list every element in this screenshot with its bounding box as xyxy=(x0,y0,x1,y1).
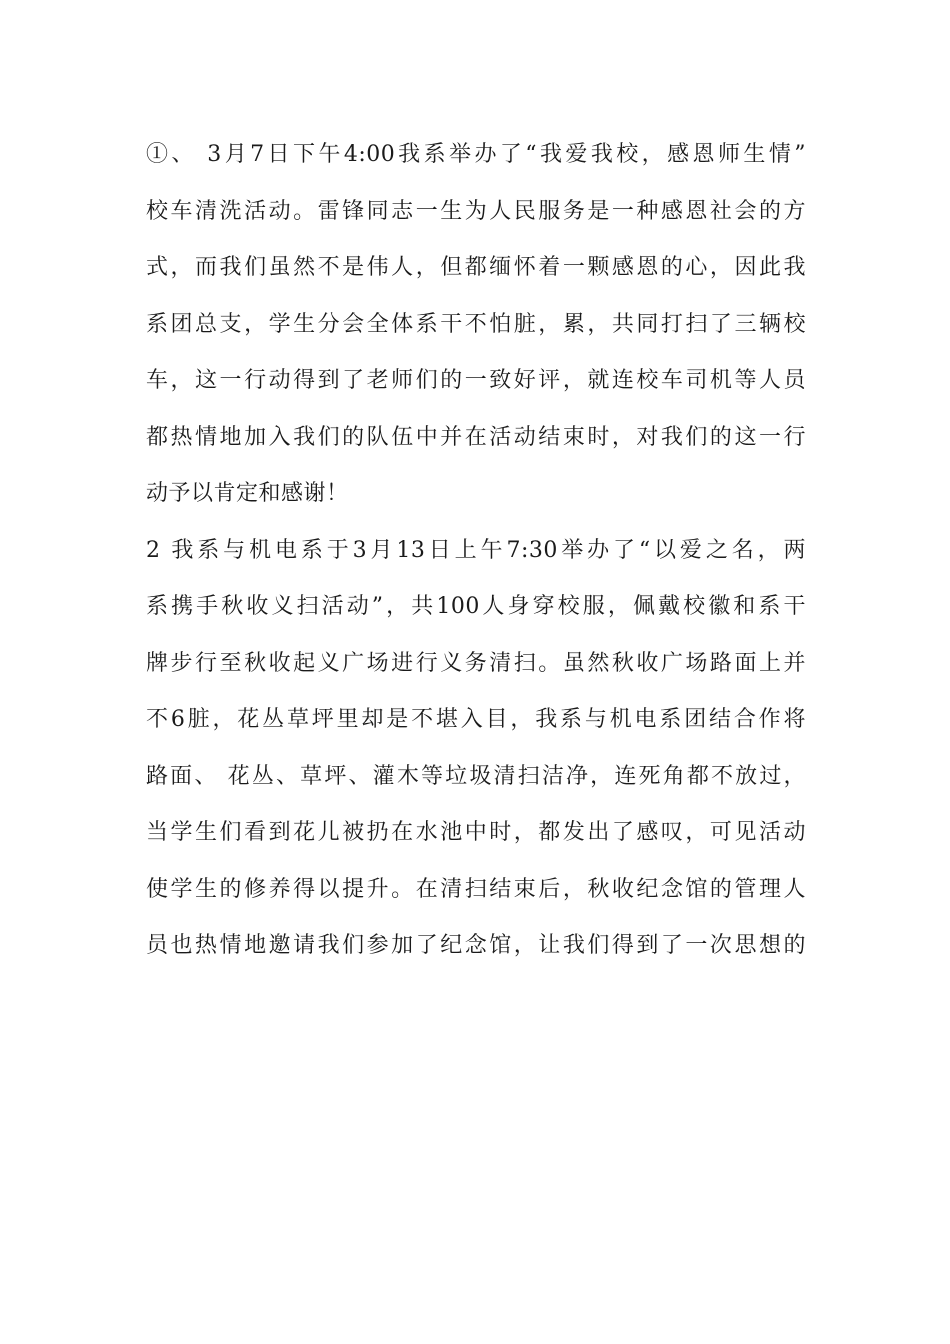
text-line: 使学生的修养得以提升。在清扫结束后，秋收纪念馆的管理人 xyxy=(146,876,806,902)
text-line: 2 我系与机电系于3月13日上午7:30举办了“以爱之名，两 xyxy=(146,537,806,563)
text-line: 都热情地加入我们的队伍中并在活动结束时，对我们的这一行 xyxy=(146,424,806,450)
document-body xyxy=(146,127,806,975)
text-line: 员也热情地邀请我们参加了纪念馆，让我们得到了一次思想的 xyxy=(146,933,806,958)
text-line: 动予以肯定和感谢！ xyxy=(146,481,349,506)
text-line: 校车清洗活动。雷锋同志一生为人民服务是一种感恩社会的方 xyxy=(146,198,806,224)
text-line: 路面、 花丛、草坪、灌木等垃圾清扫洁净，连死角都不放过， xyxy=(146,763,806,789)
text-line: 式，而我们虽然不是伟人，但都缅怀着一颗感恩的心，因此我 xyxy=(146,255,806,280)
text-line: 系携手秋收义扫活动”，共100人身穿校服，佩戴校徽和系干 xyxy=(146,594,806,619)
text-line: 系团总支，学生分会全体系干不怕脏，累，共同打扫了三辆校 xyxy=(146,311,806,337)
text-line: 牌步行至秋收起义广场进行义务清扫。虽然秋收广场路面上并 xyxy=(146,650,806,676)
text-line: 当学生们看到花儿被扔在水池中时，都发出了感叹，可见活动 xyxy=(146,820,806,845)
text-line: ①、 3月7日下午4:00我系举办了“我爱我校，感恩师生情” xyxy=(146,142,806,167)
text-line: 车，这一行动得到了老师们的一致好评，就连校车司机等人员 xyxy=(146,368,806,393)
text-line: 不6脏，花丛草坪里却是不堪入目，我系与机电系团结合作将 xyxy=(146,707,806,732)
